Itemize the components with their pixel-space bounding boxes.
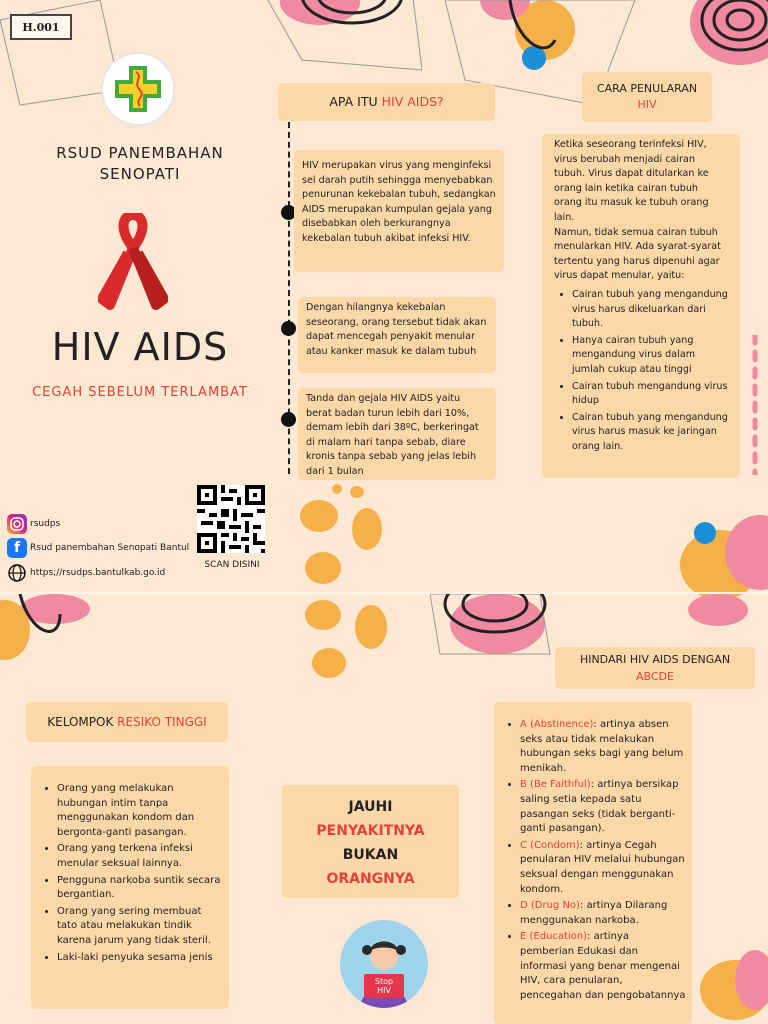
stop-sign-line-2: HIV [377, 986, 391, 995]
deco-blob-blue-mid-right [694, 522, 716, 544]
main-title: HIV AIDS [51, 325, 229, 369]
penularan-intro-2: Namun, tidak semua cairan tubuh menularkan HIV. Ada syarat-syarat tertentu yang harus dipenuhi agar virus dapat menular, yaitu: [554, 226, 721, 282]
deco-dot-2 [352, 508, 382, 550]
deco-dot-6 [305, 600, 341, 630]
penularan-intro-1: Ketika seseorang terinfeksi HIV, virus berubah menjadi cairan tubuh. Virus dapat ditularkan ke orang lain ketika cairan tubuh orang itu masuk ke tubuh orang lain. [554, 139, 709, 223]
timeline-dot-2 [281, 321, 296, 336]
abcde-key: E (Education) [520, 931, 588, 943]
document-code: H.001 [10, 14, 72, 40]
deco-blob-pink-bottom-right2 [735, 950, 768, 1010]
list-item [520, 718, 686, 776]
apa-itu-paragraph-2 [298, 297, 496, 373]
globe-icon [7, 563, 27, 583]
apa-itu-text-3: Tanda dan gejala HIV AIDS yaitu berat badan turun lebih dari 10%, demam lebih dari 38ºC, berkeringat di malam hari tanpa sebab, diare kronis tanpa sebab yang jelas lebih dari 1 bulan [306, 393, 479, 477]
abcde-box [494, 702, 692, 1024]
abcde-heading [555, 647, 755, 689]
deco-dot-5 [332, 484, 342, 494]
apa-itu-heading-prefix: APA ITU [329, 93, 378, 109]
website-url: https;//rsudps.bantulkab.go.id [30, 568, 166, 578]
deco-dot-8 [312, 648, 346, 678]
timeline-dot-3 [281, 412, 296, 427]
social-facebook[interactable] [7, 538, 189, 558]
list-item: • Pengguna narkoba suntik secara bergantian. [57, 874, 223, 903]
red-ribbon-icon [98, 213, 168, 313]
penularan-heading-prefix: CARA PENULARAN [596, 82, 698, 95]
deco-dot-1 [300, 500, 338, 532]
list-item: • Cairan tubuh mengandung virus hidup [572, 380, 728, 409]
deco-pink-dashes [750, 335, 760, 475]
jauhi-line-2: PENYAKITNYA [316, 823, 425, 839]
apa-itu-heading-highlight: HIV AIDS? [381, 93, 444, 109]
penularan-heading [582, 72, 712, 122]
organization-name: RSUD PANEMBAHAN SENOPATI [56, 144, 224, 183]
penularan-box [542, 134, 740, 478]
jauhi-line-3: BUKAN [342, 847, 399, 863]
abcde-heading-prefix: HINDARI HIV AIDS DENGAN [579, 653, 731, 666]
deco-swirl-bottom-left [0, 594, 70, 664]
penularan-list [554, 288, 728, 455]
deco-swirl-top-right [690, 0, 768, 70]
deco-swirl-bottom-mid [430, 594, 560, 664]
list-item: • Orang yang melakukan hubungan intim tanpa menggunakan kondom dan bergonta-ganti pasangan. [57, 782, 223, 840]
list-item: • Orang yang terkena infeksi menular seksual lainnya. [57, 842, 223, 871]
deco-dot-3 [305, 552, 341, 584]
abcde-key: C (Condom) [520, 839, 580, 851]
abcde-heading-highlight: ABCDE [636, 670, 674, 683]
apa-itu-paragraph-3 [298, 388, 496, 480]
penularan-heading-highlight: HIV [637, 98, 657, 111]
social-website[interactable] [7, 563, 165, 583]
abcde-list [502, 718, 686, 1003]
abcde-text: : artinya pemberian Edukasi dan informasi yang benar mengenai HIV, cara penularan, pencegahan dan pengobatannya [520, 931, 686, 1001]
social-instagram[interactable] [7, 514, 60, 534]
kelompok-heading [26, 702, 228, 742]
list-item: • Cairan tubuh yang mengandung virus harus dikeluarkan dari tubuh. [572, 288, 728, 332]
hospital-logo [101, 52, 175, 126]
kelompok-heading-prefix: KELOMPOK [47, 714, 114, 729]
instagram-handle: rsudps [30, 519, 61, 529]
list-item [520, 930, 686, 1003]
abcde-text: : artinya bersikap saling setia kepada satu pasangan seks (tidak berganti-ganti pasangan). [520, 779, 679, 835]
list-item: • Laki-laki penyuka sesama jenis [57, 951, 223, 966]
kelompok-heading-highlight: RESIKO TINGGI [117, 714, 207, 729]
abcde-text: : artinya Dilarang menggunakan narkoba. [520, 900, 668, 926]
list-item [520, 839, 686, 897]
apa-itu-text-1: HIV merupakan virus yang menginfeksi sel darah putih sehingga menyebabkan penurunan kekebalan tubuh, sedangkan AIDS merupakan kumpulan gejala yang disebabkan oleh berkurangnya kekebalan tubuh akibat infeksi HIV. [302, 160, 496, 244]
list-item: • Orang yang sering membuat tato atau melakukan tindik karena jarum yang tidak steril. [57, 905, 223, 949]
list-item: • Hanya cairan tubuh yang mengandung virus dalam jumlah cukup atau tinggi [572, 334, 728, 378]
jauhi-line-4: ORANGNYA [326, 871, 415, 887]
apa-itu-heading [278, 83, 495, 121]
jauhi-message [282, 785, 459, 898]
apa-itu-paragraph-1 [294, 150, 504, 272]
list-item [520, 778, 686, 836]
facebook-name: Rsud panembahan Senopati Bantul [30, 543, 190, 553]
qr-scan-label: SCAN DISINI [204, 560, 260, 570]
deco-dot-7 [355, 605, 387, 649]
abcde-text: : artinya absen seks atau tidak melakukan hubungan seks bagi yang belum menikah. [520, 719, 684, 774]
page-divider [0, 592, 768, 594]
stop-sign-line-1: Stop [374, 977, 394, 986]
deco-swirl-top [262, 0, 422, 80]
instagram-icon [7, 514, 27, 534]
apa-itu-text-2: Dengan hilangnya kekebalan seseorang, orang tersebut tidak akan dapat mencegah penyakit menular atau kanker masuk ke dalam tubuh [306, 302, 487, 357]
list-item [520, 899, 686, 928]
tagline: CEGAH SEBELUM TERLAMBAT [32, 385, 248, 400]
stop-hiv-illustration [340, 920, 428, 1008]
abcde-key: D (Drug No) [520, 900, 580, 912]
kelompok-box [31, 766, 229, 1009]
abcde-key: A (Abstinence) [520, 719, 594, 730]
qr-code[interactable] [197, 485, 265, 553]
kelompok-list [39, 782, 223, 965]
jauhi-line-1: JAUHI [348, 799, 393, 815]
deco-dot-4 [350, 486, 364, 498]
abcde-text: : artinya Cegah penularan HIV melalui hubungan seksual dengan menggunakan kondom. [520, 839, 685, 895]
abcde-key: B (Be Faithful) [520, 779, 591, 791]
list-item: • Cairan tubuh yang mengandung virus harus masuk ke jaringan orang lain. [572, 411, 728, 455]
deco-blob-pink-bottom-right [688, 594, 748, 626]
facebook-icon: f [7, 538, 27, 558]
